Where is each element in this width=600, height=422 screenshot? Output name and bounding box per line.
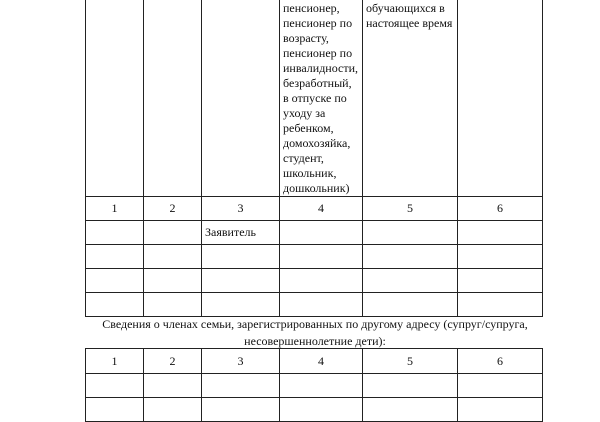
table-cell[interactable]: [202, 293, 280, 317]
table-cell[interactable]: [280, 269, 363, 293]
header-cell-2: [144, 0, 202, 197]
column-number-row: [86, 349, 543, 374]
column-number-1: 1: [86, 349, 144, 374]
column-number-row: [86, 197, 543, 221]
column-number-4: 4: [280, 197, 363, 221]
table-cell[interactable]: [458, 374, 543, 398]
table-cell[interactable]: [458, 293, 543, 317]
table-cell[interactable]: [363, 374, 458, 398]
column-number-6: 6: [458, 197, 543, 221]
table-cell[interactable]: [280, 245, 363, 269]
table-cell[interactable]: [144, 293, 202, 317]
table-row: [86, 245, 543, 269]
section-note-line-1: Сведения о членах семьи, зарегистрированных по другому адресу (супруг/супруга,: [102, 317, 528, 331]
column-number-3: 3: [202, 349, 280, 374]
column-number-6: 6: [458, 349, 543, 374]
header-cell-6: [458, 0, 543, 197]
table-row: [86, 269, 543, 293]
table-cell[interactable]: [202, 374, 280, 398]
table-cell[interactable]: [86, 269, 144, 293]
table-cell[interactable]: [280, 221, 363, 245]
table-cell[interactable]: [363, 398, 458, 422]
table-cell[interactable]: [144, 398, 202, 422]
applicant-label: Заявитель: [205, 225, 256, 239]
column-number-2: 2: [144, 349, 202, 374]
column-number-5: 5: [363, 349, 458, 374]
table-cell[interactable]: [144, 374, 202, 398]
education-header-text: обучающихся в настоящее время: [366, 1, 453, 30]
table-cell[interactable]: [458, 269, 543, 293]
table-cell[interactable]: [202, 221, 280, 245]
column-number-4: 4: [280, 349, 363, 374]
table-header-row: [86, 0, 543, 197]
other-address-members-table: [85, 348, 543, 422]
table-cell[interactable]: [144, 245, 202, 269]
table-cell[interactable]: [458, 245, 543, 269]
social-status-header-text: пенсионер, пенсионер по возрасту, пенсионер по инвалидности, безработный, в отпуске по уходу за ребенком, домохозяйка, студент, школьник, дошкольник): [283, 1, 359, 195]
table-cell[interactable]: [458, 398, 543, 422]
table-cell[interactable]: [86, 374, 144, 398]
table-cell[interactable]: [363, 293, 458, 317]
table-cell[interactable]: [144, 221, 202, 245]
table-cell[interactable]: [144, 269, 202, 293]
table-cell[interactable]: [86, 293, 144, 317]
section-note-line-2: несовершеннолетние дети):: [244, 334, 386, 348]
header-cell-5: [363, 0, 458, 197]
table-cell[interactable]: [280, 293, 363, 317]
table-cell[interactable]: [280, 398, 363, 422]
table-cell[interactable]: [86, 398, 144, 422]
table-cell[interactable]: [202, 245, 280, 269]
table-cell[interactable]: [458, 221, 543, 245]
family-members-table: [85, 0, 543, 317]
header-cell-1: [86, 0, 144, 197]
table-cell[interactable]: [280, 374, 363, 398]
table-cell[interactable]: [363, 221, 458, 245]
column-number-3: 3: [202, 197, 280, 221]
table-cell[interactable]: [202, 269, 280, 293]
table-row: [86, 398, 543, 422]
header-cell-4: [280, 0, 363, 197]
column-number-1: 1: [86, 197, 144, 221]
table-row: [86, 293, 543, 317]
table-cell[interactable]: [363, 269, 458, 293]
table-row: [86, 221, 543, 245]
table-cell[interactable]: [86, 245, 144, 269]
table-cell[interactable]: [202, 398, 280, 422]
column-number-2: 2: [144, 197, 202, 221]
section-note: [90, 316, 540, 350]
table-cell[interactable]: [363, 245, 458, 269]
table-row: [86, 374, 543, 398]
header-cell-3: [202, 0, 280, 197]
table-cell[interactable]: [86, 221, 144, 245]
column-number-5: 5: [363, 197, 458, 221]
